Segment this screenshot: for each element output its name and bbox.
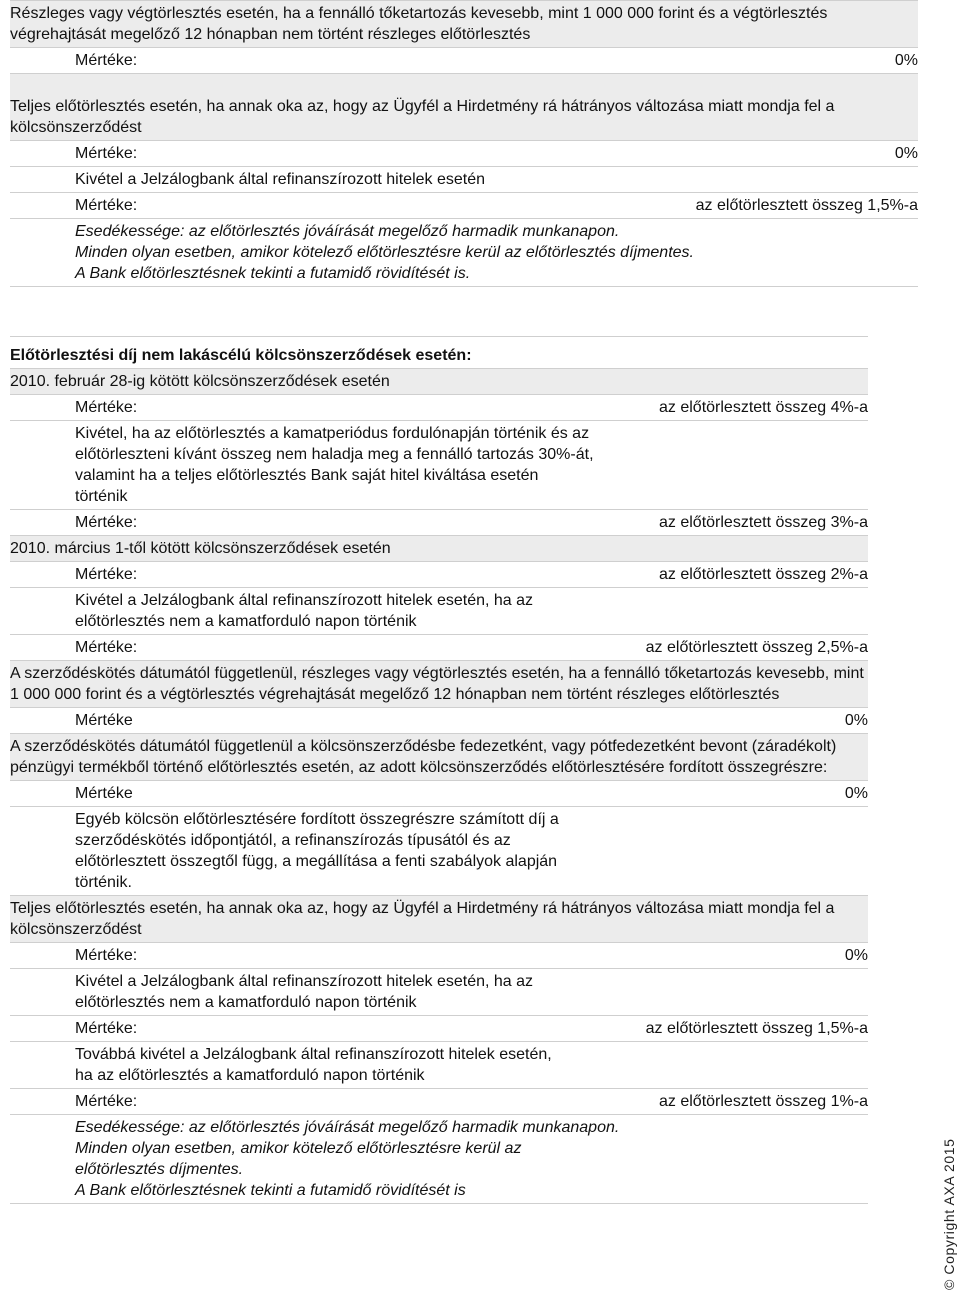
fee-section-1: [10, 0, 918, 287]
rate-value: 0%: [844, 947, 868, 964]
rate-value: az előtörlesztett összeg 1,5%-a: [645, 1020, 868, 1037]
due-date-note: Esedékessége: az előtörlesztés jóváírását megelőző harmadik munkanapon.: [75, 223, 620, 240]
rate-value: az előtörlesztett összeg 1%-a: [659, 1093, 868, 1110]
mandatory-free-note: Minden olyan esetben, amikor kötelező előtörlesztésre kerül az előtörlesztés díjmentes.: [75, 244, 694, 261]
other-loan-row: [10, 806, 868, 895]
period-a-rate-row: [10, 394, 868, 420]
rate-label: Mértéke:: [75, 639, 138, 656]
rate-value: 0%: [844, 785, 868, 802]
full-repayment-row: [10, 895, 868, 942]
term-shortening-note: A Bank előtörlesztésnek tekinti a futamidő rövidítését is.: [75, 265, 471, 282]
rate-label: Mértéke:: [75, 399, 138, 416]
full-repayment-rate-row: [10, 942, 868, 968]
term-shortening-note: A Bank előtörlesztésnek tekinti a futamidő rövidítését is: [75, 1182, 466, 1199]
rate-label: Mértéke:: [75, 947, 138, 964]
further-exception-row: [10, 1041, 868, 1088]
partial-repayment-rate-row: [10, 707, 868, 733]
collateral-repayment-row: [10, 733, 868, 780]
exception-row: [10, 968, 868, 1015]
partial-repayment-text: A szerződéskötés dátumától függetlenül, részleges vagy végtörlesztés esetén, ha a fennálló tőketartozás kevesebb, mint 1 000 000 forint és a végtörlesztés végrehajtását megelőző 12 hónapban nem történt részleges előtörlesztés: [10, 665, 864, 703]
partial-repayment-text: Részleges vagy végtörlesztés esetén, ha a fennálló tőketartozás kevesebb, mint 1 000 000 forint és a végtörlesztés végrehajtását megelőző 12 hónapban nem történt részleges előtörlesztés: [10, 5, 828, 43]
period-b-rate-row: [10, 561, 868, 587]
rate-label: Mértéke: [75, 712, 133, 729]
notes-block: [10, 1114, 868, 1204]
rate-value: az előtörlesztett összeg 1,5%-a: [695, 197, 918, 214]
exception-text: Kivétel a Jelzálogbank által refinanszírozott hitelek esetén, ha az előtörlesztés nem a kamatforduló napon történik: [75, 592, 534, 630]
period-a-exception-row: [10, 420, 868, 509]
collateral-repayment-text: A szerződéskötés dátumától függetlenül a kölcsönszerződésbe fedezetként, vagy pótfedezetként bevont (záradékolt) pénzügyi termékből történő előtörlesztés esetén, az adott kölcsönszerződés előtörlesztésére fordított összegrészre:: [10, 738, 837, 776]
exception-text: Kivétel a Jelzálogbank által refinanszírozott hitelek esetén, ha az előtörlesztés nem a kamatforduló napon történik: [75, 973, 534, 1011]
exception-text: Kivétel a Jelzálogbank által refinanszírozott hitelek esetén: [75, 171, 486, 188]
rate-value: az előtörlesztett összeg 2,5%-a: [645, 639, 868, 656]
full-repayment-row: [10, 73, 918, 140]
rate-label: Mértéke:: [75, 52, 138, 69]
partial-repayment-rate-row: [10, 47, 918, 73]
other-loan-text: Egyéb kölcsön előtörlesztésére fordított összegrészre számított díj a szerződéskötés időpontjától, a refinanszírozás típusától és az előtörlesztett összegtől függ, a megállítása a fenti szabályok alapján történik.: [75, 811, 559, 891]
period-b-exception-rate-row: [10, 634, 868, 660]
rate-value: az előtörlesztett összeg 4%-a: [659, 399, 868, 416]
period-b-title: 2010. március 1-től kötött kölcsönszerződések esetén: [10, 535, 868, 561]
period-b-exception-row: [10, 587, 868, 634]
rate-label: Mértéke:: [75, 1093, 138, 1110]
rate-value: az előtörlesztett összeg 2%-a: [659, 566, 868, 583]
period-a-title: 2010. február 28-ig kötött kölcsönszerződések esetén: [10, 368, 868, 394]
rate-label: Mértéke: [75, 785, 133, 802]
rate-value: 0%: [844, 712, 868, 729]
section-heading: Előtörlesztési díj nem lakáscélú kölcsönszerződések esetén:: [10, 336, 868, 368]
rate-label: Mértéke:: [75, 514, 138, 531]
full-repayment-rate-row: [10, 140, 918, 166]
rate-label: Mértéke:: [75, 1020, 138, 1037]
fee-section-2: [10, 336, 868, 1204]
full-repayment-text: Teljes előtörlesztés esetén, ha annak oka az, hogy az Ügyfél a Hirdetmény rá hátrányos változása miatt mondja fel a kölcsönszerződést: [10, 98, 835, 136]
full-repayment-text: Teljes előtörlesztés esetén, ha annak oka az, hogy az Ügyfél a Hirdetmény rá hátrányos változása miatt mondja fel a kölcsönszerződést: [10, 900, 835, 938]
exception-text: Kivétel, ha az előtörlesztés a kamatperiódus fordulónapján történik és az előtörleszteni kívánt összeg nem haladja meg a fennálló tartozás 30%-át, valamint ha a teljes előtörlesztés Bank saját hitel kiváltása esetén történik: [75, 425, 594, 505]
partial-repayment-row: [10, 0, 918, 47]
period-a-exception-rate-row: [10, 509, 868, 535]
mandatory-free-note: Minden olyan esetben, amikor kötelező előtörlesztésre kerül az előtörlesztés díjmentes.: [75, 1140, 522, 1178]
exception-row: [10, 166, 918, 192]
further-exception-text: Továbbá kivétel a Jelzálogbank által refinanszírozott hitelek esetén, ha az előtörlesztés a kamatforduló napon történik: [75, 1046, 552, 1084]
rate-label: Mértéke:: [75, 566, 138, 583]
collateral-repayment-rate-row: [10, 780, 868, 806]
rate-value: 0%: [894, 145, 918, 162]
copyright-text: © Copyright AXA 2015: [941, 1138, 957, 1290]
exception-rate-row: [10, 1015, 868, 1041]
rate-value: az előtörlesztett összeg 3%-a: [659, 514, 868, 531]
partial-repayment-row: [10, 660, 868, 707]
exception-rate-row: [10, 192, 918, 218]
further-exception-rate-row: [10, 1088, 868, 1114]
rate-value: 0%: [894, 52, 918, 69]
notes-block: [10, 218, 918, 287]
rate-label: Mértéke:: [75, 197, 138, 214]
due-date-note: Esedékessége: az előtörlesztés jóváírását megelőző harmadik munkanapon.: [75, 1119, 620, 1136]
rate-label: Mértéke:: [75, 145, 138, 162]
